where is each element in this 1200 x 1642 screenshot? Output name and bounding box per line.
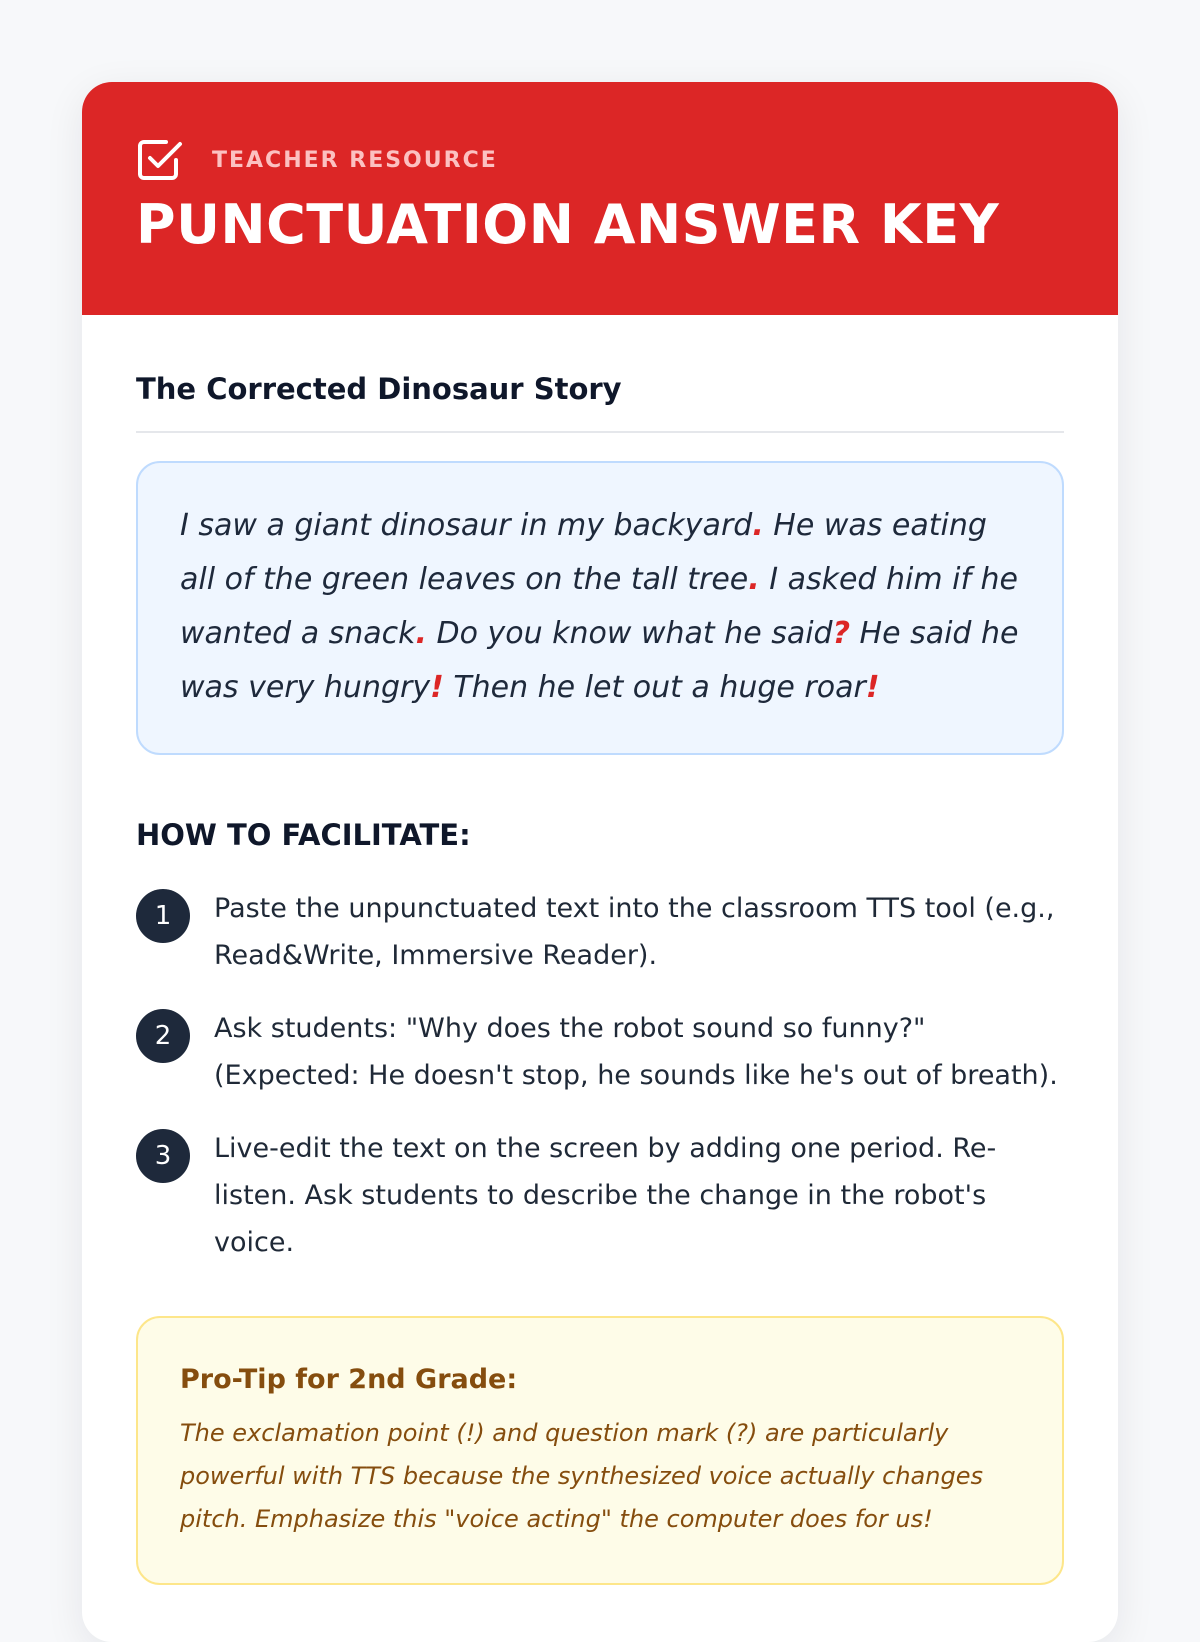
story-punctuation-mark: . bbox=[415, 616, 427, 651]
story-sentence: Then he let out a huge roar bbox=[443, 670, 866, 705]
checkbox-checked-icon bbox=[136, 136, 184, 184]
story-punctuation-mark: ? bbox=[832, 616, 850, 651]
answer-key-card bbox=[82, 82, 1118, 1642]
step-item bbox=[136, 1125, 1064, 1266]
story-sentence: Do you know what he said bbox=[426, 616, 833, 651]
step-item bbox=[136, 1005, 1064, 1099]
eyebrow-label: TEACHER RESOURCE bbox=[212, 147, 498, 173]
story-punctuation-mark: ! bbox=[430, 670, 444, 705]
corrected-story-text bbox=[180, 499, 1020, 715]
story-sentence: He said he was very hungry bbox=[180, 616, 1019, 705]
story-punctuation-mark: ! bbox=[865, 670, 880, 705]
pro-tip-text: The exclamation point (!) and question mark (?) are particularly powerful with TTS because the synthesized voice actually changes pitch. Emphasize this "voice acting" the computer does for us! bbox=[180, 1419, 983, 1533]
step-number-badge: 2 bbox=[136, 1009, 190, 1063]
facilitate-steps bbox=[136, 885, 1064, 1266]
story-sentence: He was eating all of the green leaves on the tall tree bbox=[180, 508, 987, 597]
step-item bbox=[136, 885, 1064, 979]
header-eyebrow bbox=[136, 136, 1064, 184]
pro-tip-title: Pro-Tip for 2nd Grade: bbox=[180, 1364, 518, 1395]
card-header bbox=[82, 82, 1118, 315]
corrected-story-box bbox=[136, 461, 1064, 755]
facilitate-heading: HOW TO FACILITATE: bbox=[136, 818, 471, 852]
step-text: Paste the unpunctuated text into the classroom TTS tool (e.g., Read&Write, Immersive Reader). bbox=[214, 893, 1055, 971]
story-punctuation-mark: . bbox=[752, 508, 764, 543]
story-punctuation-mark: . bbox=[748, 562, 760, 597]
page-title: PUNCTUATION ANSWER KEY bbox=[136, 193, 1000, 256]
story-section-title: The Corrected Dinosaur Story bbox=[136, 369, 1064, 433]
step-text: Live-edit the text on the screen by adding one period. Re-listen. Ask students to describe the change in the robot's voice. bbox=[214, 1133, 997, 1258]
step-text: Ask students: "Why does the robot sound so funny?" (Expected: He doesn't stop, he sounds like he's out of breath). bbox=[214, 1013, 1058, 1091]
story-sentence: I saw a giant dinosaur in my backyard bbox=[180, 508, 753, 543]
step-number-badge: 1 bbox=[136, 889, 190, 943]
card-content bbox=[82, 315, 1118, 1585]
story-sentence: I asked him if he wanted a snack bbox=[180, 562, 1019, 651]
step-number-badge: 3 bbox=[136, 1129, 190, 1183]
pro-tip-box bbox=[136, 1316, 1064, 1585]
